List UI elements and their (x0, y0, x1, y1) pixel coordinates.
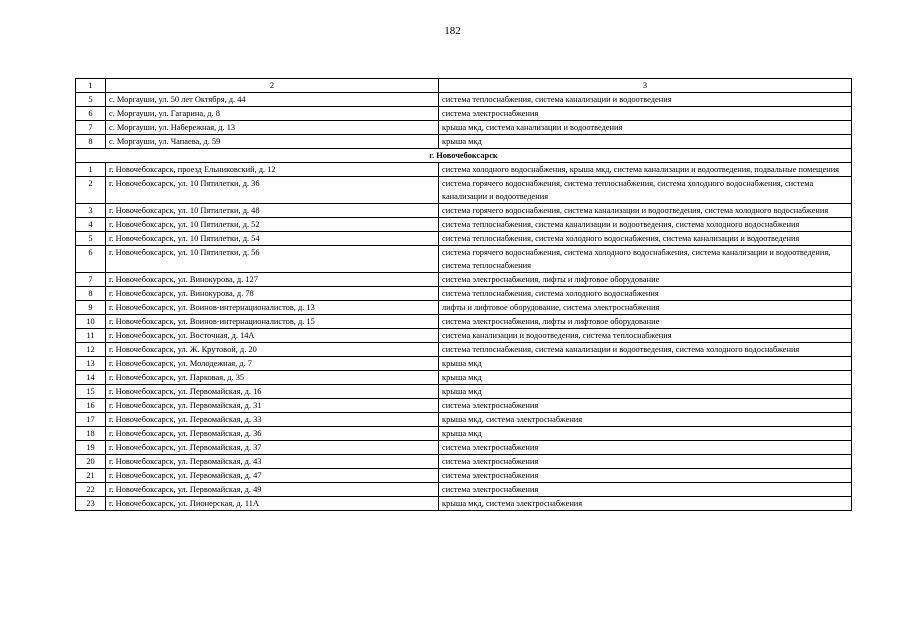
row-address: с. Моргауши, ул. Чапаева, д. 59 (106, 135, 439, 149)
row-systems: система горячего водоснабжения, система канализации и водоотведения, система холодного водоснабжения (439, 204, 852, 218)
table-row (76, 246, 852, 273)
row-address: с. Моргауши, ул. Набережная, д. 13 (106, 121, 439, 135)
row-address: г. Новочебоксарск, ул. Восточная, д. 14А (106, 329, 439, 343)
row-number: 13 (76, 357, 106, 371)
row-number: 12 (76, 343, 106, 357)
table-row (76, 315, 852, 329)
row-number: 8 (76, 135, 106, 149)
row-address: г. Новочебоксарск, ул. 10 Пятилетки, д. 52 (106, 218, 439, 232)
row-systems: крыша мкд (439, 371, 852, 385)
page-number: 182 (444, 25, 461, 37)
row-systems: система теплоснабжения, система холодного водоснабжения (439, 287, 852, 301)
row-systems: система горячего водоснабжения, система холодного водоснабжения, система канализации и водоотведения, система теплоснабжения (439, 246, 852, 273)
row-number: 7 (76, 273, 106, 287)
header-col-3: 3 (439, 79, 852, 93)
row-address: г. Новочебоксарск, ул. Первомайская, д. 31 (106, 399, 439, 413)
table-row (76, 135, 852, 149)
row-address: г. Новочебоксарск, ул. Ж. Крутовой, д. 20 (106, 343, 439, 357)
row-systems: система канализации и водоотведения, система теплоснабжения (439, 329, 852, 343)
row-systems: лифты и лифтовое оборудование, система электроснабжения (439, 301, 852, 315)
row-number: 9 (76, 301, 106, 315)
table-row (76, 455, 852, 469)
row-address: с. Моргауши, ул. Гагарина, д. 8 (106, 107, 439, 121)
row-address: г. Новочебоксарск, ул. 10 Пятилетки, д. 54 (106, 232, 439, 246)
row-address: г. Новочебоксарск, ул. Первомайская, д. 47 (106, 469, 439, 483)
table-row (76, 301, 852, 315)
table-row (76, 371, 852, 385)
row-number: 20 (76, 455, 106, 469)
row-systems: система электроснабжения (439, 441, 852, 455)
row-systems: система теплоснабжения, система канализации и водоотведения (439, 93, 852, 107)
row-number: 7 (76, 121, 106, 135)
table-row (76, 287, 852, 301)
row-systems: система электроснабжения (439, 107, 852, 121)
row-number: 21 (76, 469, 106, 483)
row-systems: система электроснабжения (439, 455, 852, 469)
header-col-1: 1 (76, 79, 106, 93)
table-row (76, 93, 852, 107)
table-row (76, 469, 852, 483)
row-address: г. Новочебоксарск, ул. Первомайская, д. 33 (106, 413, 439, 427)
row-number: 18 (76, 427, 106, 441)
register-table-body (76, 79, 852, 511)
row-address: г. Новочебоксарск, ул. Воинов-интернационалистов, д. 13 (106, 301, 439, 315)
row-address: г. Новочебоксарск, ул. Винокурова, д. 127 (106, 273, 439, 287)
row-systems: крыша мкд (439, 385, 852, 399)
row-address: г. Новочебоксарск, ул. Парковая, д. 35 (106, 371, 439, 385)
row-number: 4 (76, 218, 106, 232)
row-number: 14 (76, 371, 106, 385)
row-address: г. Новочебоксарск, ул. Воинов-интернационалистов, д. 15 (106, 315, 439, 329)
table-row (76, 329, 852, 343)
row-systems: крыша мкд (439, 427, 852, 441)
table-row (76, 218, 852, 232)
row-number: 5 (76, 232, 106, 246)
table-row (76, 483, 852, 497)
row-systems: система горячего водоснабжения, система теплоснабжения, система холодного водоснабжения, система канализации и водоотведения (439, 177, 852, 204)
row-address: г. Новочебоксарск, ул. 10 Пятилетки, д. 36 (106, 177, 439, 204)
row-systems: система электроснабжения (439, 469, 852, 483)
row-number: 2 (76, 177, 106, 204)
section-row (76, 149, 852, 163)
table-row (76, 273, 852, 287)
row-address: г. Новочебоксарск, ул. Первомайская, д. 37 (106, 441, 439, 455)
row-number: 1 (76, 163, 106, 177)
row-systems: крыша мкд, система электроснабжения (439, 413, 852, 427)
row-number: 3 (76, 204, 106, 218)
row-number: 17 (76, 413, 106, 427)
table-row (76, 427, 852, 441)
row-number: 16 (76, 399, 106, 413)
row-address: г. Новочебоксарск, ул. Первомайская, д. 49 (106, 483, 439, 497)
row-number: 10 (76, 315, 106, 329)
row-address: г. Новочебоксарск, проезд Ельниковский, д. 12 (106, 163, 439, 177)
table-row (76, 232, 852, 246)
row-address: г. Новочебоксарск, ул. Первомайская, д. 16 (106, 385, 439, 399)
section-title: г. Новочебоксарск (76, 149, 852, 163)
row-number: 6 (76, 107, 106, 121)
table-header-row (76, 79, 852, 93)
row-systems: система холодного водоснабжения, крыша мкд, система канализации и водоотведения, подвальные помещения (439, 163, 852, 177)
row-systems: система электроснабжения, лифты и лифтовое оборудование (439, 315, 852, 329)
table-row (76, 413, 852, 427)
table-row (76, 204, 852, 218)
table-row (76, 177, 852, 204)
table-row (76, 163, 852, 177)
row-address: г. Новочебоксарск, ул. Первомайская, д. 43 (106, 455, 439, 469)
row-address: г. Новочебоксарск, ул. 10 Пятилетки, д. 48 (106, 204, 439, 218)
row-systems: крыша мкд, система электроснабжения (439, 497, 852, 511)
row-systems: система теплоснабжения, система канализации и водоотведения, система холодного водоснабжения (439, 343, 852, 357)
table-row (76, 343, 852, 357)
table-row (76, 385, 852, 399)
row-address: г. Новочебоксарск, ул. Первомайская, д. 36 (106, 427, 439, 441)
table-row (76, 107, 852, 121)
row-address: с. Моргауши, ул. 50 лет Октября, д. 44 (106, 93, 439, 107)
row-systems: крыша мкд, система канализации и водоотведения (439, 121, 852, 135)
row-address: г. Новочебоксарск, ул. 10 Пятилетки, д. 56 (106, 246, 439, 273)
row-number: 11 (76, 329, 106, 343)
row-systems: система электроснабжения, лифты и лифтовое оборудование (439, 273, 852, 287)
row-number: 19 (76, 441, 106, 455)
row-number: 6 (76, 246, 106, 273)
table-row (76, 441, 852, 455)
row-systems: крыша мкд (439, 357, 852, 371)
row-number: 22 (76, 483, 106, 497)
row-number: 15 (76, 385, 106, 399)
row-number: 8 (76, 287, 106, 301)
row-systems: система электроснабжения (439, 399, 852, 413)
row-number: 5 (76, 93, 106, 107)
table-row (76, 121, 852, 135)
table-row (76, 497, 852, 511)
table-row (76, 357, 852, 371)
register-table (75, 78, 852, 511)
row-address: г. Новочебоксарск, ул. Молодежная, д. 7 (106, 357, 439, 371)
row-address: г. Новочебоксарск, ул. Пионерская, д. 11А (106, 497, 439, 511)
table-row (76, 399, 852, 413)
row-number: 23 (76, 497, 106, 511)
row-systems: крыша мкд (439, 135, 852, 149)
row-systems: система теплоснабжения, система холодного водоснабжения, система канализации и водоотведения (439, 232, 852, 246)
row-systems: система электроснабжения (439, 483, 852, 497)
row-address: г. Новочебоксарск, ул. Винокурова, д. 78 (106, 287, 439, 301)
row-systems: система теплоснабжения, система канализации и водоотведения, система холодного водоснабжения (439, 218, 852, 232)
header-col-2: 2 (106, 79, 439, 93)
